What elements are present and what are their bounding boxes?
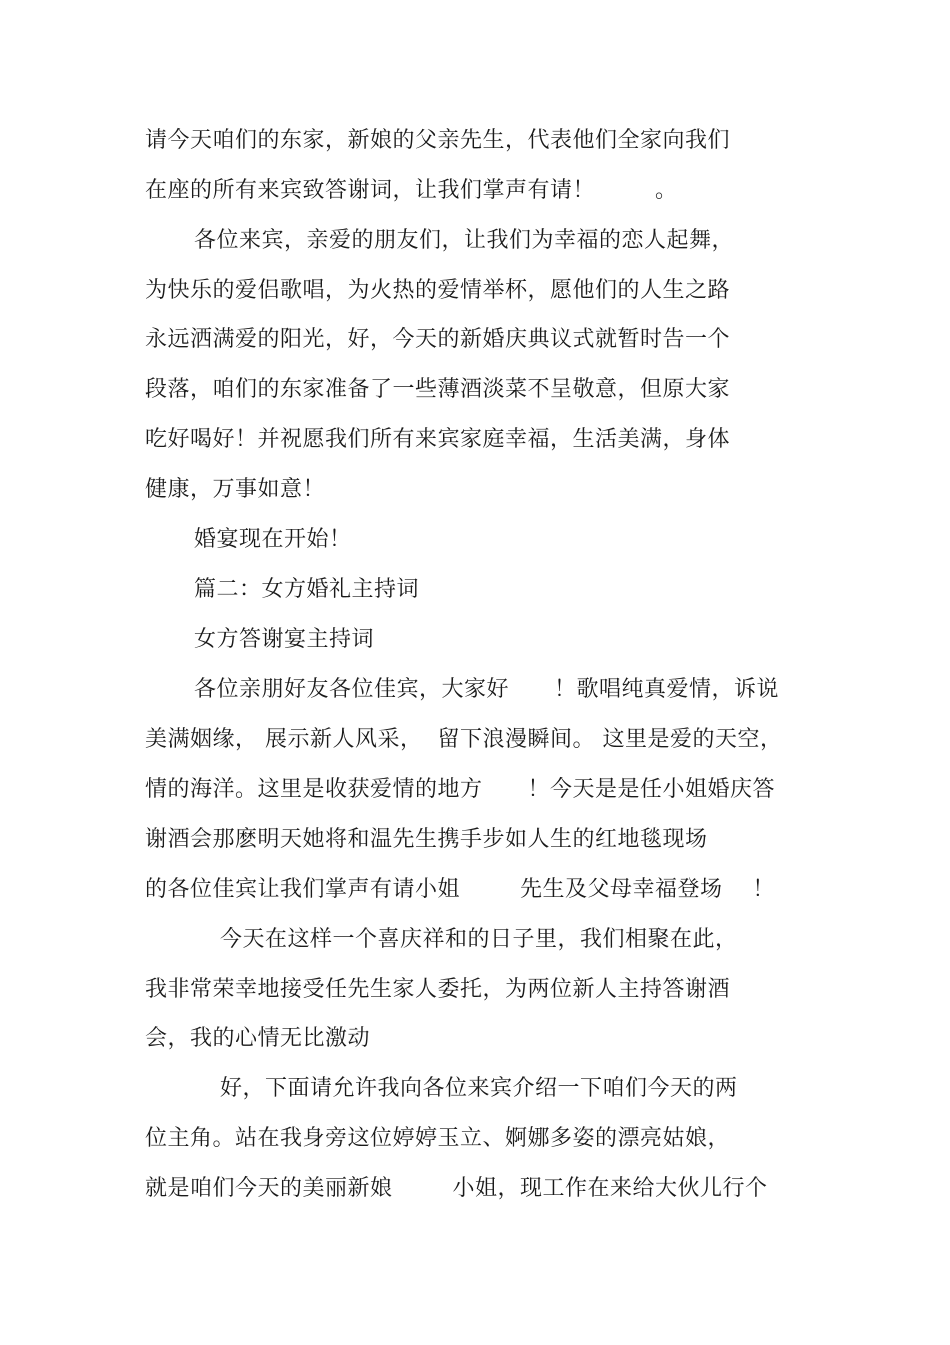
text-line: 段落，咱们的东家准备了一些薄酒淡菜不呈敬意，但原大家 — [145, 377, 731, 402]
text-line: 婚宴现在开始！ — [194, 527, 352, 552]
text-line: 我非常荣幸地接受任先生家人委托，为两位新人主持答谢酒 — [145, 977, 731, 1002]
text-line: 吃好喝好！并祝愿我们所有来宾家庭幸福，生活美满，身体 — [145, 427, 731, 452]
text-line: 就是咱们今天的美丽新娘 小姐，现工作在来给大伙儿行个 — [145, 1176, 768, 1201]
text-line: 谢酒会那麽明天她将和温先生携手步如人生的红地毯现场 — [145, 827, 708, 852]
text-line: 美满姻缘， 展示新人风采， 留下浪漫瞬间。 这里是爱的天空， — [145, 727, 783, 752]
text-line: 今天在这样一个喜庆祥和的日子里，我们相聚在此， — [220, 927, 738, 952]
text-line: 各位亲朋好友各位佳宾，大家好 ！歌唱纯真爱情，诉说 — [194, 677, 779, 702]
text-line: 情的海洋。这里是收获爱情的地方 ！今天是是任小姐婚庆答 — [145, 777, 775, 802]
section-subheading: 女方答谢宴主持词 — [194, 627, 375, 652]
section-heading: 篇二：女方婚礼主持词 — [194, 577, 420, 602]
text-line: 为快乐的爱侣歌唱，为火热的爱情举杯，愿他们的人生之路 — [145, 278, 731, 303]
text-line: 会，我的心情无比激动 — [145, 1026, 371, 1051]
text-line: 健康，万事如意！ — [145, 477, 326, 502]
text-line: 好，下面请允许我向各位来宾介绍一下咱们今天的两 — [220, 1076, 738, 1101]
text-line: 位主角。站在我身旁这位婷婷玉立、婀娜多姿的漂亮姑娘， — [145, 1126, 731, 1151]
text-line: 的各位佳宾让我们掌声有请小姐 先生及父母幸福登场 ！ — [145, 877, 775, 902]
text-line: 在座的所有来宾致答谢词，让我们掌声有请！ 。 — [145, 178, 678, 203]
text-line: 请今天咱们的东家，新娘的父亲先生，代表他们全家向我们 — [145, 128, 731, 153]
text-line: 永远洒满爱的阳光，好，今天的新婚庆典议式就暂时告一个 — [145, 327, 731, 352]
text-line: 各位来宾，亲爱的朋友们，让我们为幸福的恋人起舞， — [194, 228, 735, 253]
